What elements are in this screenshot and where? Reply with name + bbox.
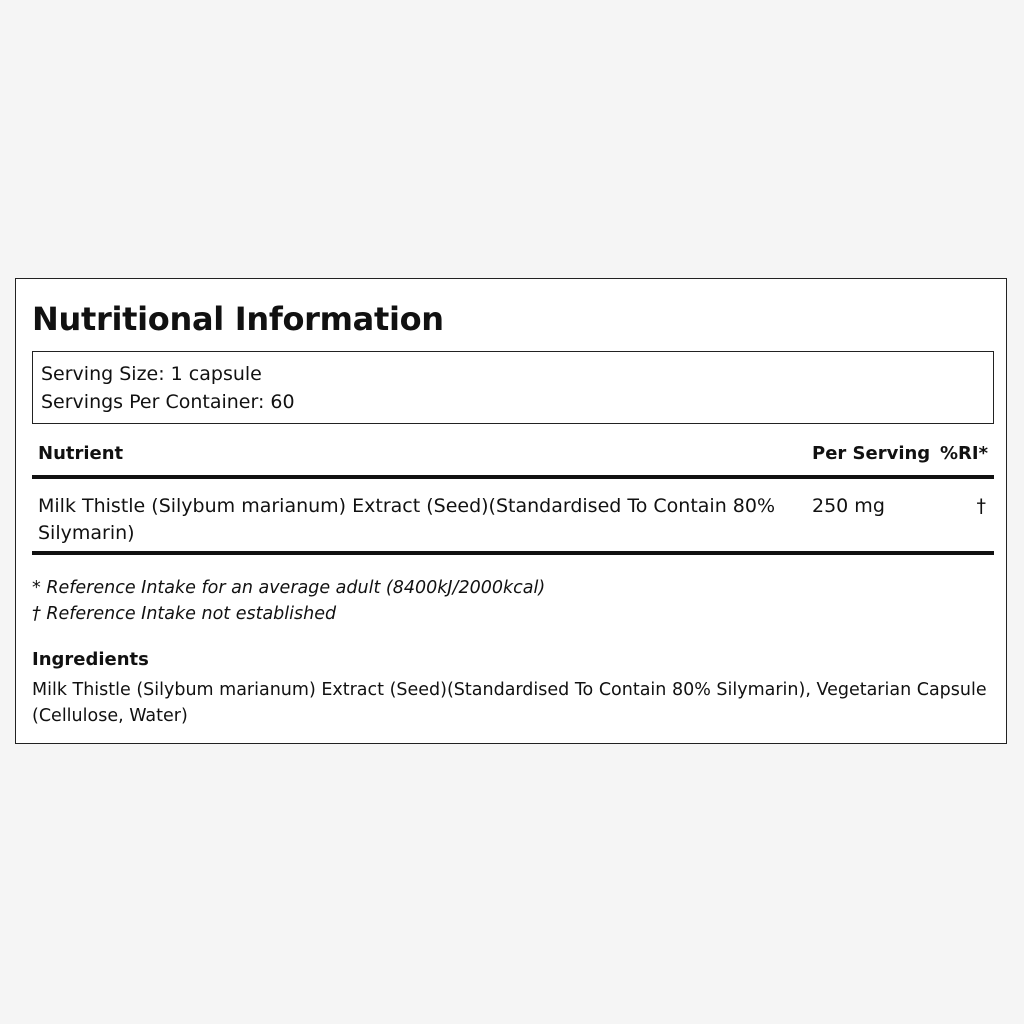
servings-per-container: Servings Per Container: 60: [41, 391, 295, 413]
nutrient-per-serving: 250 mg: [812, 495, 885, 517]
ingredients-heading: Ingredients: [32, 649, 149, 670]
nutrient-ri: †: [976, 495, 986, 517]
footnote-reference-intake: * Reference Intake for an average adult (8400kJ/2000kcal): [32, 578, 546, 598]
nutrient-table: [32, 441, 994, 555]
footnote-not-established: † Reference Intake not established: [32, 604, 337, 624]
panel-title: Nutritional Information: [32, 300, 444, 338]
nutrient-name: Milk Thistle (Silybum marianum) Extract (Seed)(Standardised To Contain 80% Silymarin): [38, 495, 776, 544]
footnotes: [32, 575, 545, 627]
table-row: [32, 479, 994, 555]
serving-info-box: [32, 351, 994, 424]
nutrition-panel: [15, 278, 1007, 744]
ingredients-text: Milk Thistle (Silybum marianum) Extract (Seed)(Standardised To Contain 80% Silymarin), Vegetarian Capsule (Cellulose, Water): [32, 680, 987, 726]
header-per-serving: Per Serving: [812, 443, 931, 464]
header-nutrient: Nutrient: [38, 443, 124, 464]
header-ri: %RI*: [939, 443, 988, 464]
serving-size: Serving Size: 1 capsule: [41, 363, 262, 385]
table-header-row: [32, 441, 994, 479]
